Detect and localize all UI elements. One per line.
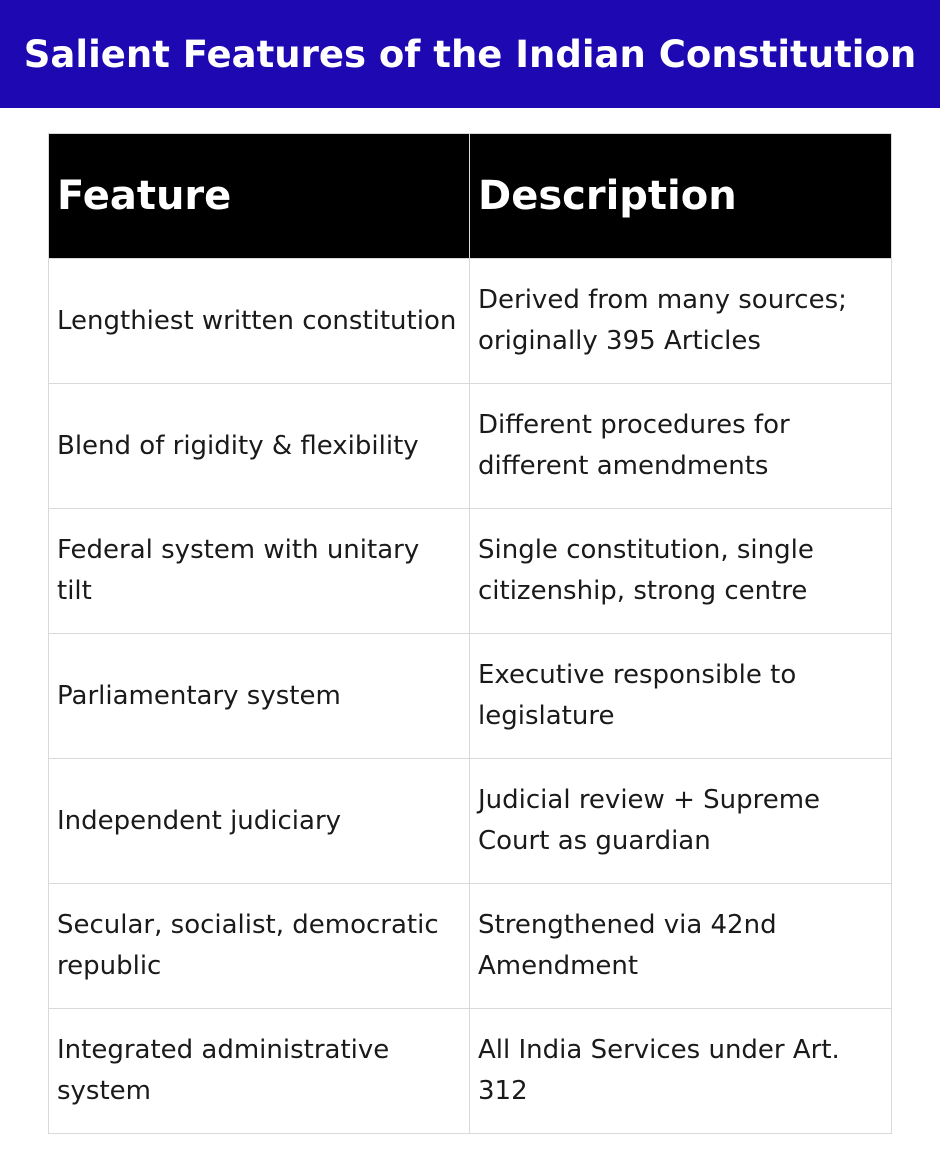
table-row [49,884,892,1009]
feature-cell: Federal system with unitary tilt [49,509,470,634]
table-row [49,759,892,884]
description-cell: All India Services under Art. 312 [470,1009,892,1134]
feature-cell: Blend of rigidity & flexibility [49,384,470,509]
page-title: Salient Features of the Indian Constitution [23,32,917,76]
feature-cell: Lengthiest written constitution [49,259,470,384]
feature-cell: Parliamentary system [49,634,470,759]
table-row [49,634,892,759]
description-cell: Derived from many sources; originally 395 Articles [470,259,892,384]
table-row [49,384,892,509]
description-cell: Single constitution, single citizenship, strong centre [470,509,892,634]
description-cell: Different procedures for different amendments [470,384,892,509]
feature-cell: Independent judiciary [49,759,470,884]
features-table [48,133,892,1134]
table-row [49,1009,892,1134]
description-cell: Strengthened via 42nd Amendment [470,884,892,1009]
table-row [49,259,892,384]
title-banner [0,0,940,108]
feature-cell: Integrated administrative system [49,1009,470,1134]
description-cell: Executive responsible to legislature [470,634,892,759]
column-header-feature: Feature [49,134,470,259]
description-cell: Judicial review + Supreme Court as guardian [470,759,892,884]
table-header-row [49,134,892,259]
table-row [49,509,892,634]
feature-cell: Secular, socialist, democratic republic [49,884,470,1009]
column-header-description: Description [470,134,892,259]
